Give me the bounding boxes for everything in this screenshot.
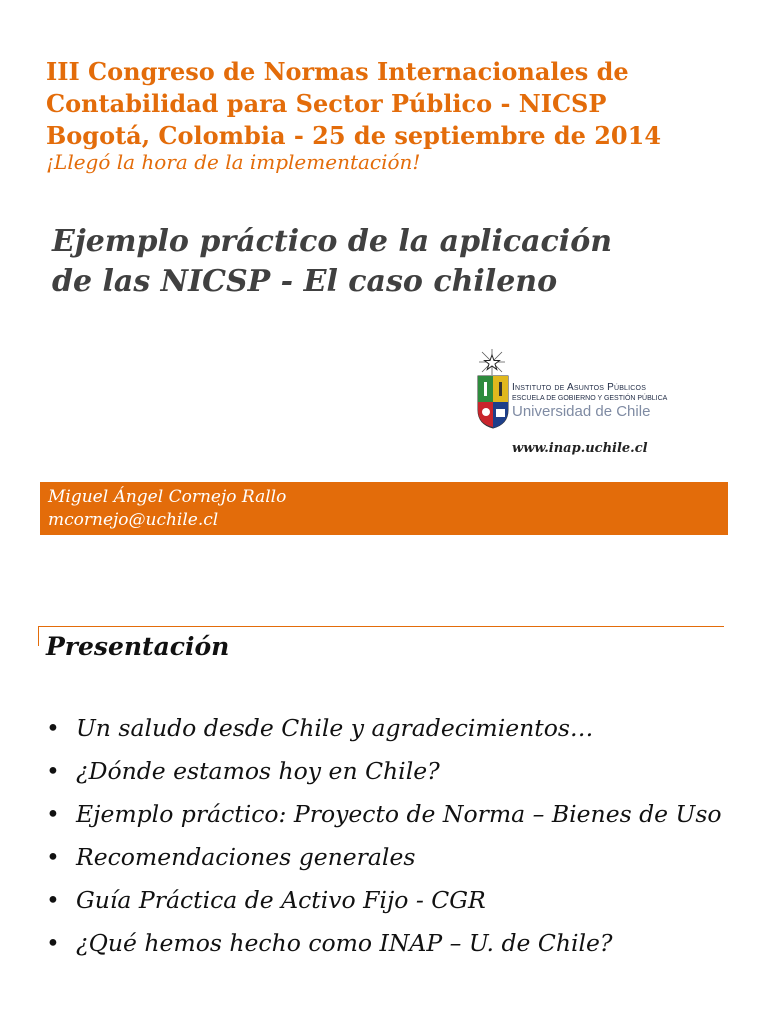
bullet-icon: • <box>46 929 60 957</box>
bullet-icon: • <box>46 757 60 785</box>
author-email[interactable]: mcornejo@uchile.cl <box>48 510 219 530</box>
congress-line-2: Contabilidad para Sector Público - NICSP <box>46 89 607 118</box>
slide-divider-corner <box>38 626 39 646</box>
list-item-text: Guía Práctica de Activo Fijo - CGR <box>76 886 486 914</box>
congress-tagline: ¡Llegó la hora de la implementación! <box>46 150 421 174</box>
title-line-1: Ejemplo práctico de la aplicación <box>52 224 613 259</box>
section-title: Presentación <box>46 632 230 661</box>
list-item <box>44 884 734 917</box>
logo-university-name: Universidad de Chile <box>512 403 651 420</box>
list-item-text: Un saludo desde Chile y agradecimientos… <box>76 714 594 742</box>
slide-divider <box>38 626 724 627</box>
logo-institute-name: Instituto de Asuntos Públicos <box>512 382 647 393</box>
congress-heading <box>46 56 746 152</box>
inap-logo <box>472 346 686 434</box>
university-shield-icon <box>476 374 510 430</box>
list-item-text: ¿Qué hemos hecho como INAP – U. de Chile? <box>76 929 613 957</box>
agenda-list <box>44 712 734 970</box>
star-icon <box>478 348 506 376</box>
bullet-icon: • <box>46 886 60 914</box>
author-name: Miguel Ángel Cornejo Rallo <box>48 487 287 507</box>
logo-text <box>512 382 686 420</box>
bullet-icon: • <box>46 800 60 828</box>
bullet-icon: • <box>46 714 60 742</box>
author-bar <box>40 482 728 535</box>
list-item-text: Recomendaciones generales <box>76 843 416 871</box>
bullet-icon: • <box>46 843 60 871</box>
list-item-text: ¿Dónde estamos hoy en Chile? <box>76 757 440 785</box>
list-item-text: Ejemplo práctico: Proyecto de Norma – Bienes de Uso <box>76 800 722 828</box>
congress-line-1: III Congreso de Normas Internacionales de <box>46 57 629 86</box>
list-item <box>44 712 734 745</box>
list-item <box>44 798 734 831</box>
congress-line-3: Bogotá, Colombia - 25 de septiembre de 2014 <box>46 121 662 150</box>
list-item <box>44 755 734 788</box>
presentation-title <box>52 222 732 302</box>
list-item <box>44 841 734 874</box>
website-link[interactable]: www.inap.uchile.cl <box>512 441 648 456</box>
title-line-2: de las NICSP - El caso chileno <box>52 264 558 299</box>
logo-school-name: ESCUELA DE GOBIERNO Y GESTIÓN PÚBLICA <box>512 395 668 402</box>
list-item <box>44 927 734 960</box>
